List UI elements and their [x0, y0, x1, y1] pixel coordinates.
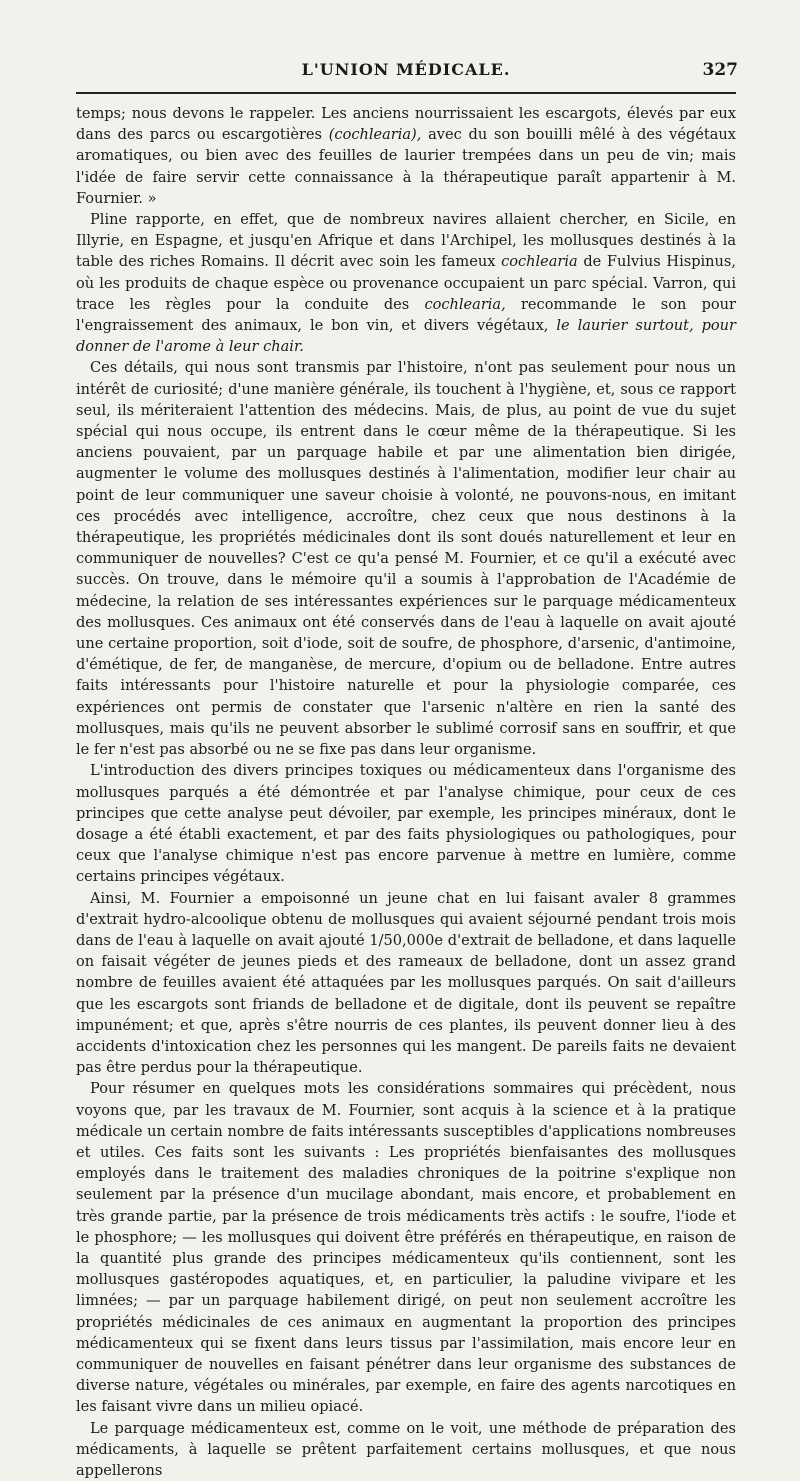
text-run: Ces détails, qui nous sont transmis par l'histoire, n'ont pas seulement pour nous un intérêt de curiosité; d'une manière générale, ils touchent à l'hygiène, et, sous ce rapport seul, ils mériteraient l'attention des médecins. Mais, de plus, au point de vue du sujet spécial qui nous occupe, ils entrent dans le cœur même de la thérapeutique. Si les anciens pouvaient, par un parquage habile et par une alimentation bien dirigée, augmenter le volume des mollusques destinés à l'alimentation, modifier leur chair au point de leur communiquer une saveur choisie à volonté, ne pouvons-nous, en imitant ces procédés avec intelligence, accroître, chez ceux que nous destinons à la thérapeutique, les propriétés médicinales dont ils sont doués naturellement et leur en communiquer de nouvelles? C'est ce qu'a pensé M. Fournier, et ce qu'il a exécuté avec succès. On trouve, dans le mémoire qu'il a soumis à l'approbation de l'Académie de médecine, la relation de ses intéressantes expériences sur le parquage médicamenteux des mollusques. Ces animaux ont été conservés dans de l'eau à laquelle on avait ajouté une certaine proportion, soit d'iode, soit de soufre, de phosphore, d'arsenic, d'antimoine, d'émétique, de fer, de manganèse, de mercure, d'opium ou de belladone. Entre autres faits intéressants pour l'histoire naturelle et pour la physiologie comparée, ces expériences ont permis de constater que l'arsenic n'altère en rien la santé des mollusques, mais qu'ils ne peuvent absorber le sublimé corrosif sans en souffrir, et que le fer n'est pas absorbé ou ne se fixe pas dans leur organisme. [76, 359, 736, 759]
italic-text: le laurier surtout, pour donner de l'arome à leur chair. [76, 317, 736, 356]
text-run: Ainsi, M. Fournier a empoisonné un jeune chat en lui faisant avaler 8 grammes d'extrait hydro-alcoolique obtenu de mollusques qui avaient séjourné pendant trois mois dans de l'eau à laquelle on avait ajouté 1/50,000e d'extrait de belladone, et dans laquelle on faisait végéter de jeunes pieds et des rameaux de belladone, dont un assez grand nombre de feuilles avaient été attaquées par les mollusques parqués. On sait d'ailleurs que les escargots sont friands de belladone et de digitale, dont ils peuvent se repaître impunément; et que, après s'être nourris de ces plantes, ils peuvent donner lieu à des accidents d'intoxication chez les personnes qui les mangent. De pareils faits ne devaient pas être perdus pour la thérapeutique. [76, 889, 736, 1077]
text-run: Le parquage médicamenteux est, comme on le voit, une méthode de préparation des médicaments, à laquelle se prêtent parfaitement certains mollusques, et que nous appellerons [76, 1419, 736, 1479]
paragraph [76, 760, 736, 887]
text-run: recommande le son pour l'engraissement des animaux, le bon vin, et divers végétaux, [76, 295, 736, 335]
text-run: temps; nous devons le rappeler. Les anciens nourrissaient les escargots, élevés par eux dans des parcs ou escargotières [76, 105, 736, 144]
paragraph [76, 1418, 736, 1481]
page-number: 327 [702, 60, 738, 80]
paragraph [76, 1078, 736, 1417]
paragraph [76, 357, 736, 760]
article-body [76, 103, 736, 1481]
italic-text: cochlearia [501, 253, 578, 271]
text-run: Pline rapporte, en effet, que de nombreux navires allaient chercher, en Sicile, en Illyrie, en Espagne, et jusqu'en Afrique et dans l'Archipel, les mollusques destinés à la table des riches Romains. Il décrit avec soin les fameux [76, 211, 736, 271]
italic-text: (cochlearia), [328, 126, 422, 144]
header-rule [76, 92, 736, 94]
paragraph [76, 103, 736, 209]
running-title: L'UNION MÉDICALE. [301, 60, 511, 79]
text-run: Pour résumer en quelques mots les considérations sommaires qui précèdent, nous voyons que, par les travaux de M. Fournier, sont acquis à la science et à la pratique médicale un certain nombre de faits intéressants susceptibles d'applications nombreuses et utiles. Ces faits sont les suivants : Les propriétés bienfaisantes des mollusques employés dans le traitement des maladies chroniques de la poitrine s'explique non seulement par la présence d'un mucilage abondant, mais encore, et probablement en très grande partie, par la présence de trois médicaments très actifs : le soufre, l'iode et le phosphore; — les mollusques qui doivent être préférés en thérapeutique, en raison de la quantité plus grande des principes médicamenteux qu'ils contiennent, sont les mollusques gastéropodes aquatiques, et, en particulier, la paludine vivipare et les limnées; — par un parquage habilement dirigé, on peut non seulement accroître les propriétés médicinales de ces animaux en augmentant la proportion des principes médicamenteux qui se fixent dans leurs tissus par l'assimilation, mais encore leur en communiquer de nouvelles en faisant pénétrer dans leur organisme des substances de diverse nature, végétales ou minérales, par exemple, en faire des agents narcotiques en les faisant vivre dans un milieu opiacé. [76, 1080, 736, 1416]
paragraph [76, 209, 736, 357]
paragraph [76, 888, 736, 1079]
italic-text: cochlearia, [424, 295, 506, 313]
text-run: avec du son bouilli mêlé à des végétaux aromatiques, ou bien avec des feuilles de laurier trempées dans un peu de vin; mais l'idée de faire servir cette connaissance à la thérapeutique paraît appartenir à M. Fournier. » [76, 126, 736, 207]
page-header [76, 0, 738, 80]
text-run: de Fulvius Hispinus, où les produits de chaque espèce ou provenance occupaient un parc spécial. Varron, qui trace les règles pour la conduite des [76, 253, 736, 313]
text-run: L'introduction des divers principes toxiques ou médicamenteux dans l'organisme des mollusques parqués a été démontrée et par l'analyse chimique, pour ceux de ces principes que cette analyse peut dévoiler, par exemple, les principes minéraux, dont le dosage a été établi exactement, et par des faits physiologiques ou pathologiques, pour ceux que l'analyse chimique n'est pas encore parvenue à mettre en lumière, comme certains principes végétaux. [76, 762, 736, 886]
